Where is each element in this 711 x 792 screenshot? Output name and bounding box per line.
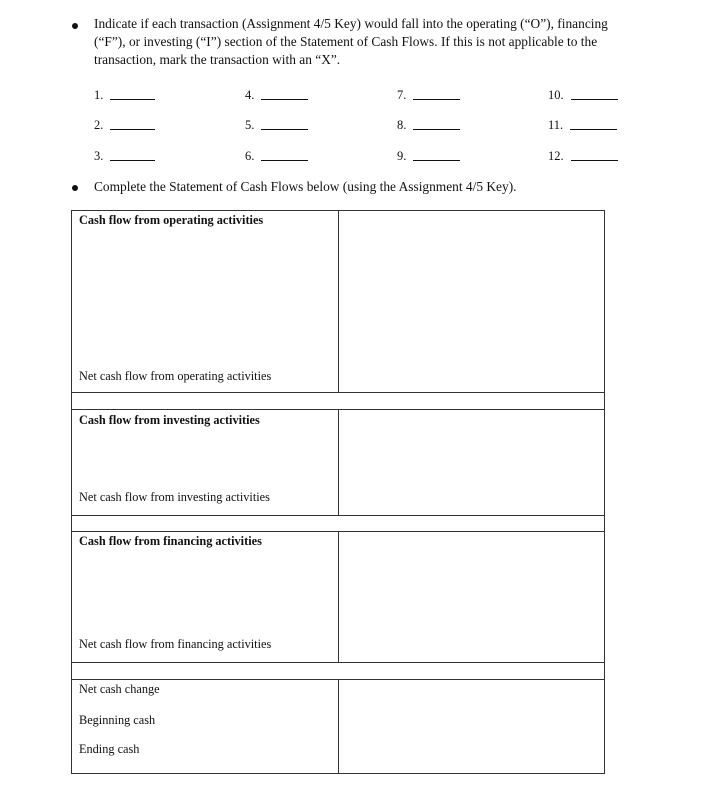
answer-number: 10. <box>548 88 564 102</box>
answer-item[interactable] <box>94 148 155 164</box>
answer-item[interactable] <box>548 87 618 103</box>
investing-net-label: Net cash flow from investing activities <box>79 490 270 504</box>
answer-blank[interactable] <box>261 98 308 100</box>
answer-item[interactable] <box>397 87 460 103</box>
operating-net-label: Net cash flow from operating activities <box>79 369 272 383</box>
answer-item[interactable] <box>245 117 308 133</box>
answer-item[interactable] <box>397 148 460 164</box>
answer-number: 3. <box>94 149 104 163</box>
answer-blank[interactable] <box>413 128 460 130</box>
answer-blank[interactable] <box>413 98 460 100</box>
answer-blank[interactable] <box>261 128 308 130</box>
answer-blank[interactable] <box>571 159 618 161</box>
bullet-icon <box>72 185 78 191</box>
answer-blank[interactable] <box>571 98 618 100</box>
spacer-row <box>71 662 605 680</box>
answer-number: 4. <box>245 88 255 102</box>
answer-number: 8. <box>397 118 407 132</box>
instruction-complete-statement: Complete the Statement of Cash Flows below (using the Assignment 4/5 Key). <box>94 179 517 194</box>
answer-number: 5. <box>245 118 255 132</box>
answer-blank[interactable] <box>110 98 155 100</box>
bullet-icon <box>72 23 78 29</box>
ending-cash-label: Ending cash <box>79 742 140 756</box>
answer-item[interactable] <box>548 148 618 164</box>
beginning-cash-label: Beginning cash <box>79 713 156 727</box>
answer-blank[interactable] <box>413 159 460 161</box>
answer-number: 2. <box>94 118 104 132</box>
answer-item[interactable] <box>548 117 617 133</box>
answer-blank[interactable] <box>261 159 308 161</box>
answer-blank[interactable] <box>110 128 155 130</box>
net-cash-change-label: Net cash change <box>79 682 160 696</box>
column-divider <box>338 410 339 515</box>
answer-item[interactable] <box>245 148 308 164</box>
financing-header: Cash flow from financing activities <box>79 534 262 548</box>
column-divider <box>338 211 339 392</box>
investing-header: Cash flow from investing activities <box>79 413 260 427</box>
answer-number: 1. <box>94 88 104 102</box>
answer-item[interactable] <box>245 87 308 103</box>
answer-number: 11. <box>548 118 564 132</box>
operating-section <box>71 210 605 393</box>
instruction-classify: Indicate if each transaction (Assignment 4/5 Key) would fall into the operating (“O”), financing (“F”), or investing (“I”) section of the Statement of Cash Flows. If this is not applicable to the transaction, mark the transaction with an “X”. <box>94 16 608 67</box>
financing-net-label: Net cash flow from financing activities <box>79 637 272 651</box>
column-divider <box>338 532 339 662</box>
operating-header: Cash flow from operating activities <box>79 213 264 227</box>
answer-number: 6. <box>245 149 255 163</box>
answer-number: 12. <box>548 149 564 163</box>
answer-item[interactable] <box>397 117 460 133</box>
answer-blank[interactable] <box>570 128 617 130</box>
answer-number: 7. <box>397 88 407 102</box>
spacer-row <box>71 392 605 410</box>
investing-section <box>71 409 605 516</box>
column-divider <box>338 680 339 773</box>
answer-item[interactable] <box>94 117 155 133</box>
summary-section <box>71 679 605 774</box>
financing-section <box>71 531 605 663</box>
answer-item[interactable] <box>94 87 155 103</box>
answer-number: 9. <box>397 149 407 163</box>
answer-blank[interactable] <box>110 159 155 161</box>
spacer-row <box>71 515 605 532</box>
